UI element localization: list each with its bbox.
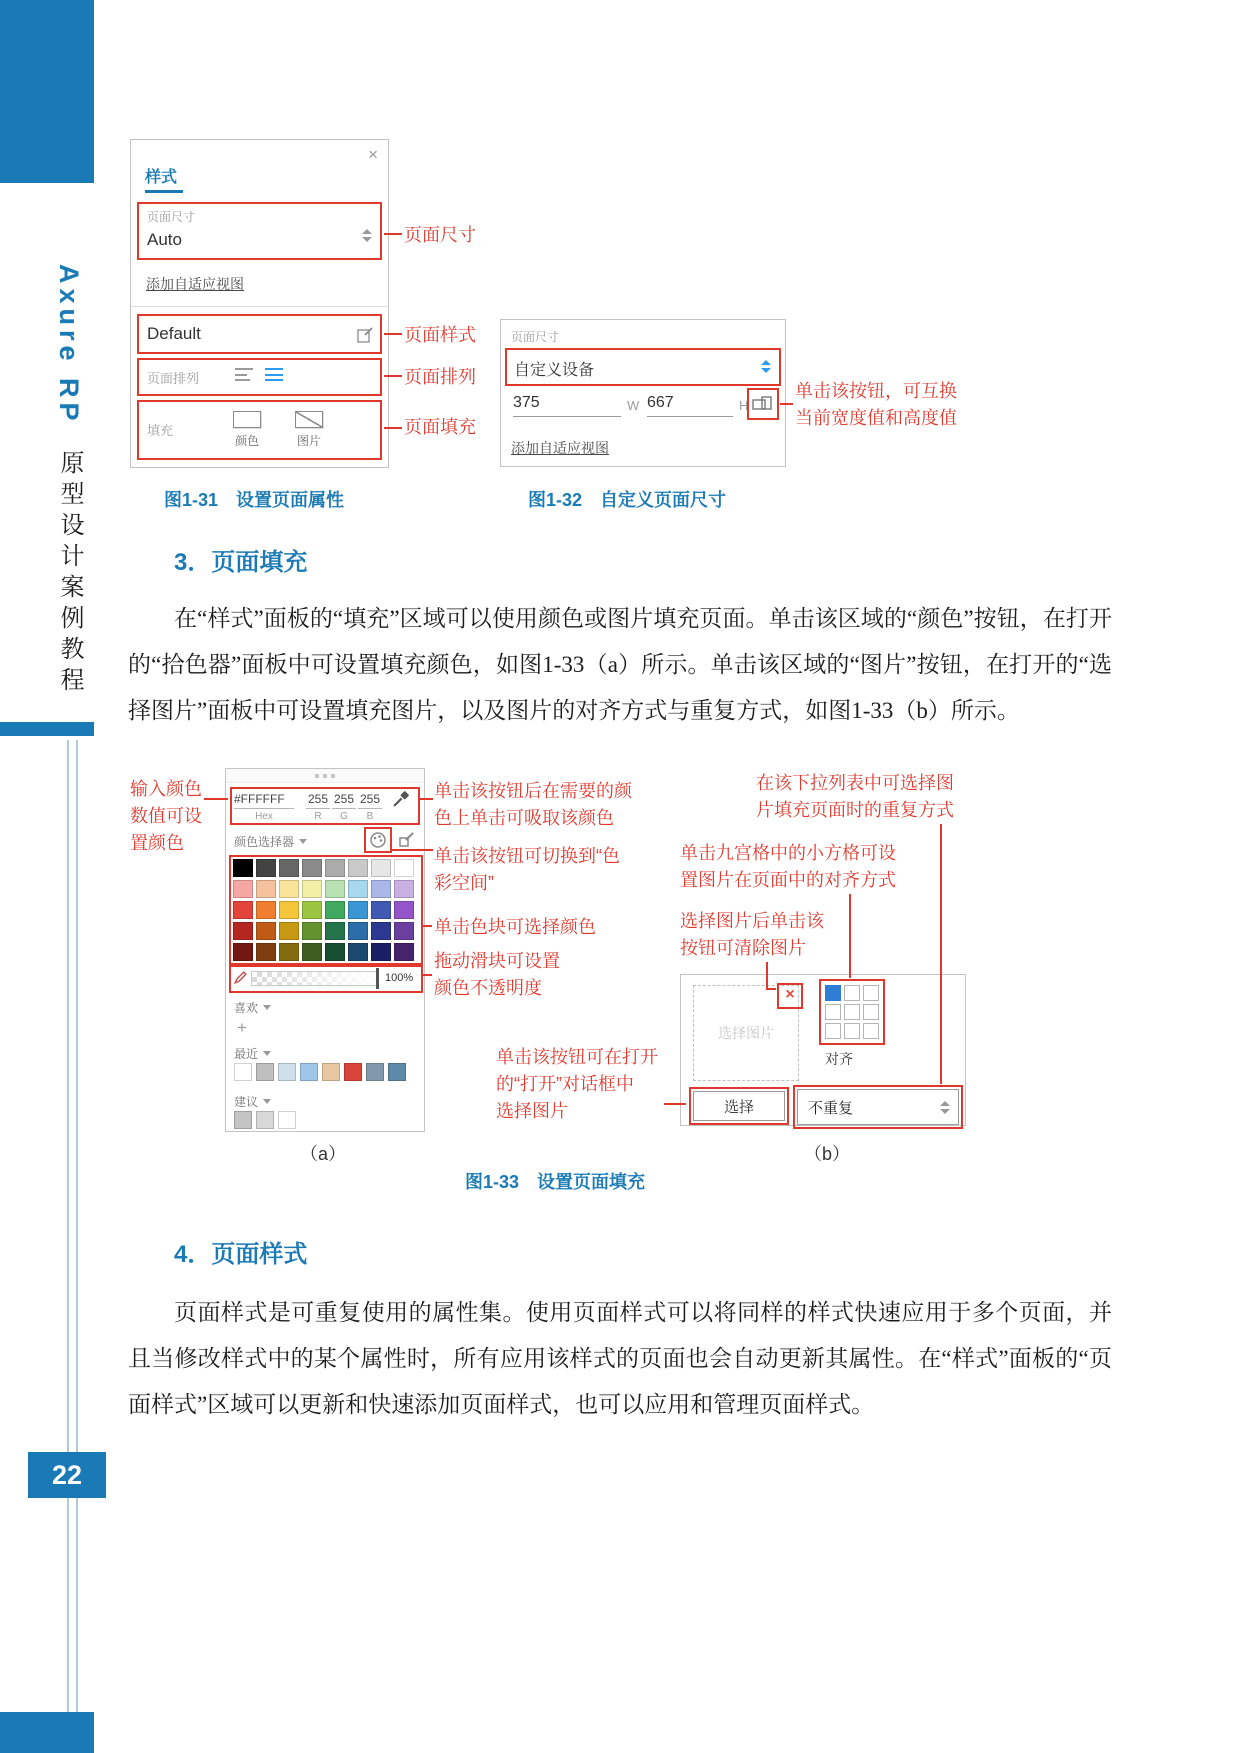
color-selector-label: 颜色选择器 — [234, 833, 307, 850]
align-cell[interactable] — [863, 1004, 879, 1020]
color-picker-panel — [225, 768, 425, 1132]
color-swatch[interactable] — [325, 922, 345, 940]
close-icon[interactable]: × — [368, 145, 378, 164]
callout-swap: 单击该按钮，可互换 当前宽度值和高度值 — [795, 381, 957, 428]
opacity-value: 100% — [385, 972, 414, 984]
color-swatch[interactable] — [366, 1063, 384, 1081]
color-swatch[interactable] — [325, 901, 345, 919]
recent-swatch-row — [234, 1063, 406, 1081]
fill-label: 填充 — [147, 423, 174, 438]
g-field-label: G — [340, 811, 348, 822]
callout-eyedropper: 单击该按钮后在需要的颜 色上单击可吸取该颜色 — [434, 781, 632, 828]
b-input[interactable]: 255 — [358, 792, 382, 809]
divider — [131, 306, 388, 307]
g-input[interactable]: 255 — [332, 792, 356, 809]
r-input[interactable]: 255 — [306, 792, 330, 809]
color-swatch[interactable] — [256, 922, 276, 940]
repeat-value: 不重复 — [808, 1099, 854, 1117]
leader-line — [419, 798, 433, 800]
leader-line — [391, 849, 433, 851]
caret-down-icon — [263, 1099, 271, 1104]
leader-line — [766, 988, 776, 990]
fill-image-button[interactable] — [281, 411, 337, 449]
color-swatch[interactable] — [256, 880, 276, 898]
brand-title: Axure RP — [54, 264, 84, 426]
align-cell[interactable] — [825, 1023, 841, 1039]
height-unit-label: H — [739, 398, 749, 413]
page-style-value[interactable]: Default — [147, 324, 201, 343]
color-swatch[interactable] — [325, 880, 345, 898]
color-swatch[interactable] — [325, 859, 345, 877]
color-swatch[interactable] — [394, 943, 414, 961]
device-value[interactable]: 自定义设备 — [514, 362, 595, 379]
color-swatch[interactable] — [279, 943, 299, 961]
color-swatch[interactable] — [348, 880, 368, 898]
align-cell[interactable] — [844, 1023, 860, 1039]
color-swatch[interactable] — [348, 922, 368, 940]
color-swatch[interactable] — [371, 943, 391, 961]
tab-style[interactable]: 样式 — [145, 169, 178, 186]
margin-rule-line — [67, 740, 69, 1753]
figure-caption-33: 图1-33 设置页面填充 — [465, 1172, 646, 1192]
opacity-pencil-icon[interactable] — [233, 970, 248, 985]
leader-line — [384, 233, 402, 235]
color-swatch[interactable] — [302, 859, 322, 877]
color-swatch[interactable] — [234, 1111, 252, 1129]
align-cell[interactable] — [844, 1004, 860, 1020]
color-swatch[interactable] — [371, 859, 391, 877]
color-swatch[interactable] — [371, 880, 391, 898]
fill-color-button-label: 颜色 — [234, 434, 259, 448]
page-number: 22 — [28, 1452, 106, 1498]
hex-input[interactable]: #FFFFFF — [234, 792, 294, 809]
hex-field-label: Hex — [255, 811, 273, 822]
color-swatch[interactable] — [302, 922, 322, 940]
edit-style-icon[interactable] — [356, 326, 374, 344]
page-arrange-label: 页面排列 — [147, 371, 200, 386]
callout-input-color: 输入颜色 数值可设 置颜色 — [130, 779, 202, 853]
fill-color-button[interactable] — [219, 411, 275, 449]
color-swatch[interactable] — [348, 943, 368, 961]
color-swatch[interactable] — [388, 1063, 406, 1081]
opacity-slider[interactable] — [251, 971, 377, 986]
suggest-label: 建议 — [234, 1093, 271, 1110]
caret-down-icon — [263, 1005, 271, 1010]
image-fill-panel — [680, 974, 966, 1126]
corner-block-top — [0, 0, 94, 183]
color-swatch[interactable] — [234, 1063, 252, 1081]
add-adaptive-view-link[interactable]: 添加自适应视图 — [146, 276, 244, 292]
callout-page-size: 页面尺寸 — [404, 225, 476, 245]
section-heading-3: 3．页面填充 — [174, 549, 308, 576]
align-label: 对齐 — [825, 1051, 853, 1067]
color-swatch[interactable] — [256, 1063, 274, 1081]
leader-line — [422, 974, 432, 976]
caret-down-icon — [299, 839, 307, 844]
color-swatch[interactable] — [394, 901, 414, 919]
callout-clear: 选择图片后单击该 按钮可清除图片 — [680, 911, 824, 958]
color-swatch[interactable] — [302, 943, 322, 961]
leader-line — [422, 925, 432, 927]
page-size-label: 页面尺寸 — [147, 210, 196, 224]
opacity-slider-handle[interactable] — [376, 968, 379, 989]
color-wheel-icon[interactable] — [369, 831, 387, 849]
chevron-updown-icon — [940, 1100, 950, 1115]
section-heading-4: 4．页面样式 — [174, 1241, 308, 1268]
color-swatch[interactable] — [233, 880, 253, 898]
favorites-label: 喜欢 — [234, 999, 271, 1016]
color-swatch[interactable] — [279, 880, 299, 898]
leader-line — [384, 375, 402, 377]
color-swatch[interactable] — [348, 859, 368, 877]
margin-rule-line — [76, 740, 78, 1753]
recent-label: 最近 — [234, 1045, 271, 1062]
leader-line — [384, 427, 402, 429]
chevron-updown-icon[interactable] — [362, 228, 372, 243]
color-swatch[interactable] — [278, 1063, 296, 1081]
color-swatch-grid — [233, 859, 414, 961]
leader-line — [384, 333, 402, 335]
add-adaptive-view-link[interactable]: 添加自适应视图 — [511, 440, 609, 456]
add-favorite-button[interactable]: + — [237, 1018, 247, 1037]
subfigure-label-b: （b） — [804, 1144, 851, 1164]
align-cell[interactable] — [825, 1004, 841, 1020]
b-field-label: B — [366, 811, 374, 822]
color-swatch[interactable] — [256, 901, 276, 919]
color-swatch[interactable] — [394, 859, 414, 877]
figure-caption-32: 图1-32 自定义页面尺寸 — [528, 490, 727, 510]
callout-select: 单击该按钮可在打开 的“打开”对话框中 选择图片 — [496, 1047, 658, 1121]
color-swatch[interactable] — [302, 901, 322, 919]
align-cell[interactable] — [844, 985, 860, 1001]
callout-align: 单击九宫格中的小方格可设 置图片在页面中的对齐方式 — [680, 843, 896, 890]
align-cell[interactable] — [825, 985, 841, 1001]
color-swatch[interactable] — [394, 922, 414, 940]
leader-line — [204, 798, 228, 800]
callout-colorspace: 单击该按钮可切换到“色 彩空间” — [434, 846, 620, 893]
align-cell[interactable] — [863, 1023, 879, 1039]
callout-page-style: 页面样式 — [404, 325, 476, 345]
page-size-label: 页面尺寸 — [511, 330, 560, 344]
color-swatch[interactable] — [233, 859, 253, 877]
page-size-panel — [500, 319, 786, 467]
callout-slider: 拖动滑块可设置 颜色不透明度 — [434, 951, 560, 998]
subfigure-label-a: （a） — [300, 1144, 347, 1164]
select-image-button[interactable]: 选择 — [693, 1091, 785, 1121]
callout-repeat: 在该下拉列表中可选择图 片填充页面时的重复方式 — [756, 773, 954, 820]
paragraph-style: 页面样式是可重复使用的属性集。使用页面样式可以将同样的样式快速应用于多个页面，并且当修改样式中的某个属性时，所有应用该样式的页面也会自动更新其属性。在“样式”面板的“页面样式”区域可以更新和快速添加页面样式，也可以应用和管理页面样式。 — [128, 1300, 1112, 1417]
align-grid — [825, 985, 879, 1039]
sample-color-icon[interactable] — [398, 831, 416, 849]
color-swatch[interactable] — [256, 1111, 274, 1129]
r-field-label: R — [314, 811, 322, 822]
leader-line — [766, 962, 768, 990]
color-swatch[interactable] — [233, 943, 253, 961]
color-swatch[interactable] — [256, 859, 276, 877]
color-swatch[interactable] — [371, 901, 391, 919]
width-input[interactable]: 375 — [513, 394, 621, 417]
color-swatch[interactable] — [371, 922, 391, 940]
side-stripe — [0, 722, 94, 736]
align-left-icon[interactable] — [235, 368, 253, 381]
color-swatch[interactable] — [279, 901, 299, 919]
color-swatch[interactable] — [279, 859, 299, 877]
color-swatch[interactable] — [300, 1063, 318, 1081]
align-justify-icon[interactable] — [265, 368, 283, 381]
color-swatch-icon — [233, 411, 261, 428]
color-swatch[interactable] — [279, 922, 299, 940]
color-swatch[interactable] — [344, 1063, 362, 1081]
callout-page-arrange: 页面排列 — [404, 367, 476, 387]
color-swatch[interactable] — [325, 943, 345, 961]
corner-block-bottom — [0, 1712, 94, 1753]
suggest-swatch-row — [234, 1111, 296, 1129]
leader-line — [940, 824, 942, 1084]
leader-line — [849, 894, 851, 978]
color-swatch[interactable] — [322, 1063, 340, 1081]
callout-swatch: 单击色块可选择颜色 — [434, 917, 596, 937]
repeat-dropdown[interactable] — [797, 1089, 959, 1125]
leader-line — [780, 403, 793, 405]
color-swatch[interactable] — [256, 943, 276, 961]
caret-down-icon — [263, 1051, 271, 1056]
color-swatch[interactable] — [233, 922, 253, 940]
color-swatch[interactable] — [278, 1111, 296, 1129]
swap-wh-button[interactable] — [752, 396, 774, 414]
color-swatch[interactable] — [302, 880, 322, 898]
height-input[interactable]: 667 — [647, 394, 733, 417]
panel-titlebar — [226, 769, 424, 783]
color-swatch[interactable] — [394, 880, 414, 898]
leader-line — [664, 1103, 686, 1105]
width-unit-label: W — [627, 398, 640, 413]
clear-image-icon[interactable]: × — [785, 986, 795, 1003]
tab-underline — [145, 190, 183, 193]
series-title: 原型设计案例教程 — [56, 450, 83, 698]
color-swatch[interactable] — [348, 901, 368, 919]
image-swatch-icon — [295, 411, 323, 428]
fill-image-button-label: 图片 — [296, 434, 321, 448]
callout-page-fill: 页面填充 — [404, 417, 476, 437]
page-size-value[interactable]: Auto — [147, 230, 182, 249]
eyedropper-icon[interactable] — [392, 791, 409, 808]
style-panel — [130, 139, 389, 468]
align-cell[interactable] — [863, 985, 879, 1001]
spine-text — [52, 264, 87, 698]
color-swatch[interactable] — [233, 901, 253, 919]
paragraph-fill: 在“样式”面板的“填充”区域可以使用颜色或图片填充页面。单击该区域的“颜色”按钮，在打开的“拾色器”面板中可设置填充颜色，如图1-33（a）所示。单击该区域的“图片”按钮，在打开的“选择图片”面板中可设置填充图片，以及图片的对齐方式与重复方式，如图1-33（b）所示。 — [128, 606, 1112, 723]
image-placeholder-label: 选择图片 — [718, 1025, 774, 1041]
figure-caption-31: 图1-31 设置页面属性 — [164, 490, 345, 510]
chevron-updown-icon[interactable] — [761, 359, 771, 374]
